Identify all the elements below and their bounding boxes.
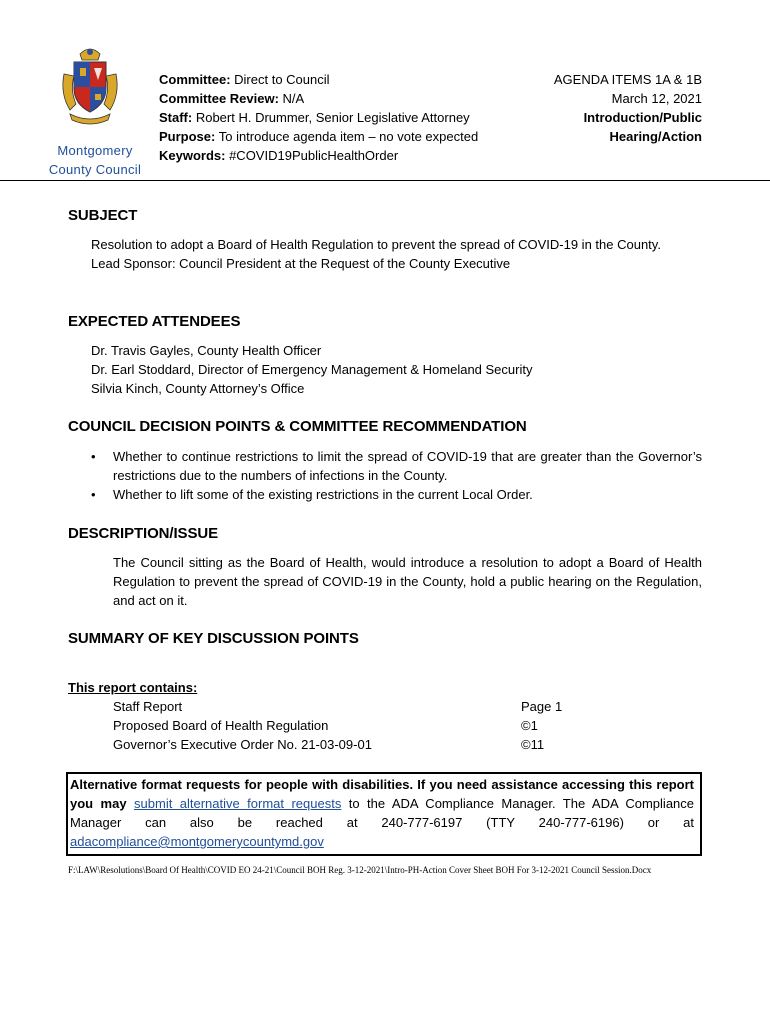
council-name [40, 141, 150, 179]
summary-heading: SUMMARY OF KEY DISCUSSION POINTS [68, 630, 359, 647]
meta-committee-review: Committee Review: N/A [159, 91, 305, 106]
attendee-item: Dr. Earl Stoddard, Director of Emergency Management & Homeland Security [91, 362, 533, 377]
meta-committee: Committee: Direct to Council [159, 72, 330, 87]
attendee-item: Dr. Travis Gayles, County Health Officer [91, 343, 322, 358]
committee-meta [159, 70, 478, 165]
description-text: The Council sitting as the Board of Health, would introduce a resolution to adopt a Board of Health Regulation to prevent the spread of COVID-19 in the County, hold a public hearing on the Regulation, and act on it. [113, 555, 702, 608]
decision-points [91, 447, 702, 504]
meta-staff: Staff: Robert H. Drummer, Senior Legislative Attorney [159, 110, 470, 125]
attendees-heading: EXPECTED ATTENDEES [68, 313, 241, 330]
description-heading: DESCRIPTION/ISSUE [68, 525, 218, 542]
report-contents-row [113, 697, 603, 716]
footer-file-path: F:\LAW\Resolutions\Board Of Health\COVID EO 24-21\Council BOH Reg. 3-12-2021\Intro-PH-Action Cover Sheet BOH For 3-12-2021 Council Session.Docx [68, 865, 652, 875]
agenda-date: March 12, 2021 [611, 91, 702, 106]
report-contents-name: Governor’s Executive Order No. 21-03-09-01 [113, 737, 372, 752]
agenda-info [554, 70, 702, 146]
report-contents-name: Proposed Board of Health Regulation [113, 718, 329, 733]
decision-point: • Whether to continue restrictions to limit the spread of COVID-19 that are greater than the Governor’s restrictions due to the numbers of infections in the County. [91, 447, 702, 485]
agenda-items: AGENDA ITEMS 1A & 1B [553, 72, 702, 87]
meta-purpose: Purpose: To introduce agenda item – no vote expected [159, 129, 479, 144]
report-contents-row [113, 735, 603, 754]
decision-point: • Whether to lift some of the existing restrictions in the current Local Order. [91, 485, 702, 504]
report-contents-title: This report contains: [68, 680, 198, 695]
decision-heading: COUNCIL DECISION POINTS & COMMITTEE RECOMMENDATION [68, 418, 527, 435]
agenda-type-line2: Hearing/Action [609, 129, 702, 144]
report-contents-name: Staff Report [113, 699, 183, 714]
subject-heading: SUBJECT [68, 207, 138, 224]
attendees-list [91, 341, 711, 398]
header-divider [0, 180, 770, 181]
ada-email-link[interactable]: adacompliance@montgomerycountymd.gov [70, 834, 324, 849]
report-contents-page: Page 1 [521, 699, 563, 714]
report-contents-row [113, 716, 603, 735]
subject-line2: Lead Sponsor: Council President at the Request of the County Executive [91, 256, 511, 271]
council-name-line2: County Council [48, 162, 142, 177]
alt-format-request-link[interactable]: submit alternative format requests [134, 796, 342, 811]
alt-format-bold-text: Alternative format requests for people with disabilities. If you need assistance accessing this report you may [70, 777, 694, 811]
alternative-format-notice [66, 772, 702, 856]
county-seal-logo [58, 44, 122, 128]
attendee-item: Silvia Kinch, County Attorney’s Office [91, 381, 305, 396]
agenda-type-line1: Introduction/Public [583, 110, 702, 125]
subject-line1: Resolution to adopt a Board of Health Regulation to prevent the spread of COVID-19 in the County. [91, 237, 661, 252]
subject-text [91, 235, 711, 273]
report-contents-page: ©1 [521, 718, 538, 733]
report-contents-list [113, 697, 603, 754]
council-name-line1: Montgomery [57, 143, 133, 158]
report-contents-page: ©11 [521, 737, 545, 752]
alt-format-rest-text: to the ADA Compliance Manager. The ADA Compliance Manager can also be reached at 240-777-6197 (TTY 240-777-6196) or at [70, 796, 695, 830]
meta-keywords: Keywords: #COVID19PublicHealthOrder [159, 148, 399, 163]
